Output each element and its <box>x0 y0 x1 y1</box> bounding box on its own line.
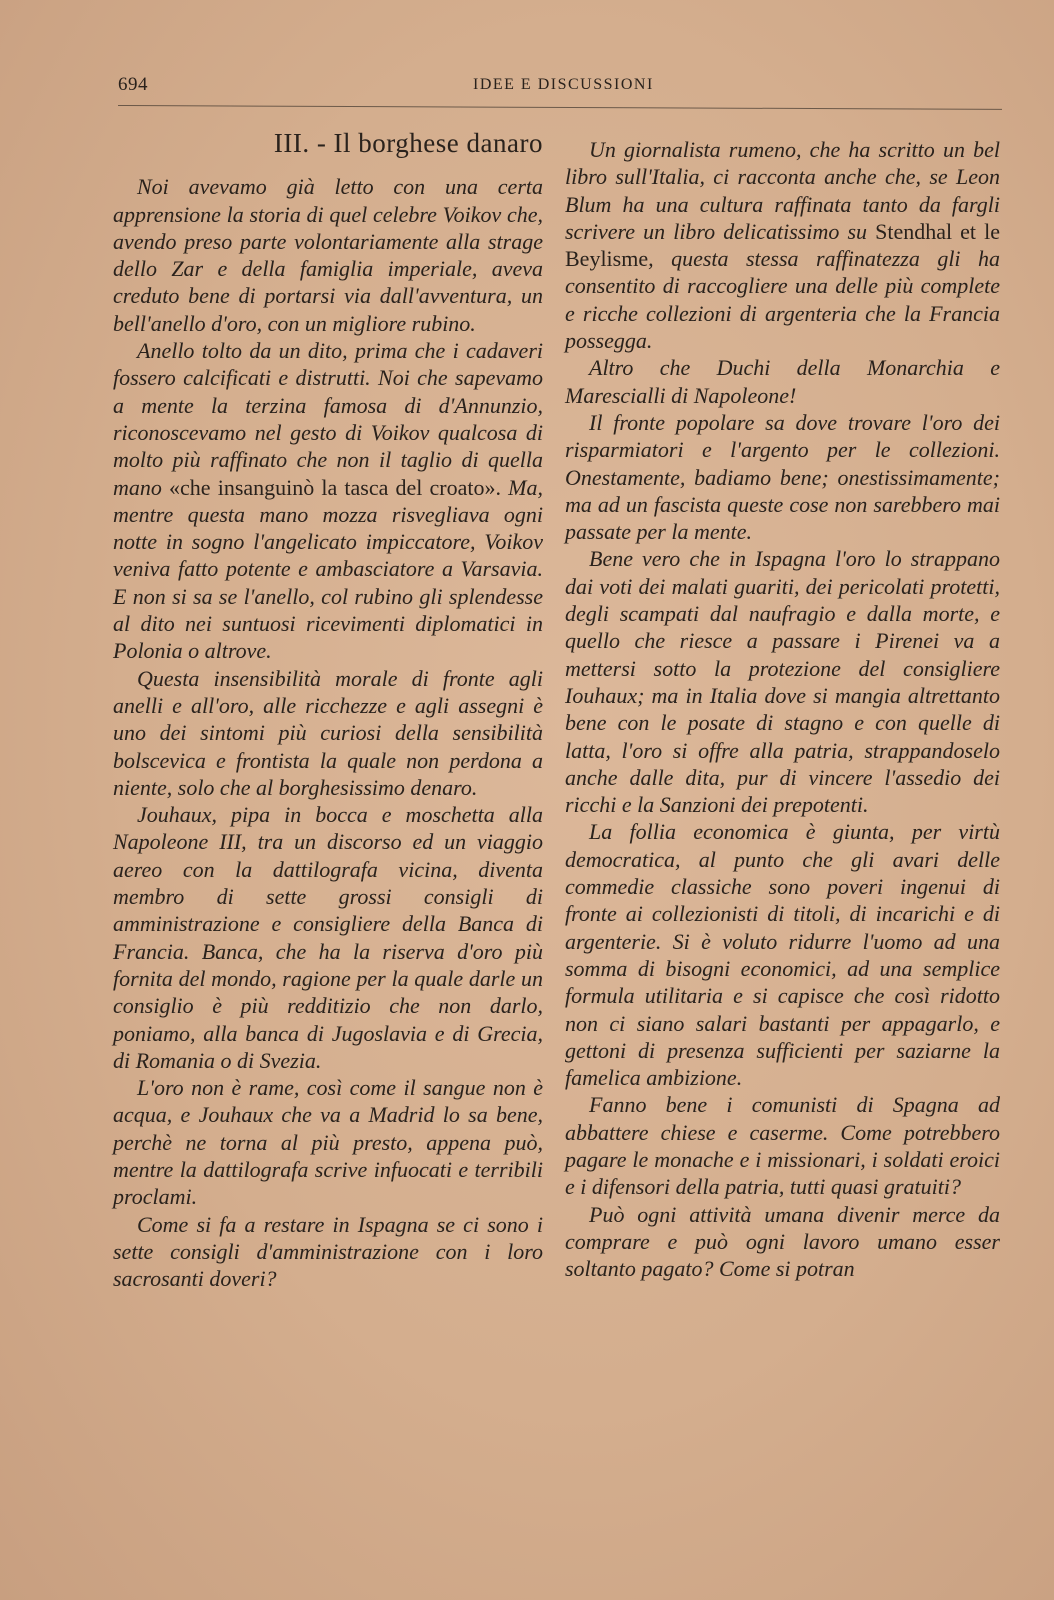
paragraph: La follia economica è giunta, per virtù democratica, al punto che gli avari delle commedie classiche sono poveri ingenui di fronte ai collezionisti di titoli, di incarichi e di argenterie. Si è voluto ridurre l'uomo ad una somma di bisogni economici, ad una semplice formula utilitaria e si capisce che così ridotto non ci siano salari bastanti per appagarlo, e gettoni di presenza sufficienti per saziarne la famelica ambizione. <box>565 819 1000 1091</box>
header-rule <box>118 105 1002 110</box>
running-title: IDEE E DISCUSSIONI <box>473 76 654 93</box>
paragraph: Questa insensibilità morale di fronte agli anelli e all'oro, alle ricchezze e agli assegni è uno dei sintomi più curiosi della sensibilità bolscevica e frontista la quale non perdona a niente, solo che al borghesissimo denaro. <box>113 665 543 800</box>
paragraph: Il fronte popolare sa dove trovare l'oro dei risparmiatori e l'argento per le collezioni. Onestamente, badiamo bene; onestissimamente; ma ad un fascista queste cose non sarebbero mai passate per la mente. <box>565 409 1000 545</box>
paragraph: Come si fa a restare in Ispagna se ci sono i sette consigli d'amministrazione con i loro sacrosanti doveri? <box>113 1211 543 1292</box>
page-number: 694 <box>118 74 148 95</box>
paragraph-text: Anello tolto da un dito, prima che i cadaveri fossero calcificati e distrutti. Noi che sapevamo a mente la terzina famosa di d'Annunzio, riconoscevamo nel gesto di Voikov qualcosa di molto più raffinato che non il taglio di quella mano <box>113 338 543 500</box>
left-column <box>113 130 543 1292</box>
paragraph: Altro che Duchi della Monarchia e Marescialli di Napoleone! <box>565 355 1000 408</box>
page-header <box>118 74 998 102</box>
paragraph: Bene vero che in Ispagna l'oro lo strappano dai voti dei malati guariti, dei pericolati protetti, degli scampati dal naufragio e dalla morte, e quello che riesce a passare i Pirenei va a mettersi sotto la protezione del consigliere Iouhaux; ma in Italia dove si mangia altrettanto bene con le posate di stagno e con quelle di latta, l'oro si offre alla patria, strappandoselo anche dalle dita, pur di vincere l'assedio dei ricchi e la Sanzioni dei prepotenti. <box>565 546 1000 818</box>
paragraph: Noi avevamo già letto con una certa apprensione la storia di quel celebre Voikov che, avendo preso parte volontariamente alla strage dello Zar e della famiglia imperiale, aveva creduto bene di portarsi via dall'avventura, un bell'anello d'oro, con un migliore rubino. <box>113 174 543 336</box>
paragraph: Può ogni attività umana divenir merce da comprare e può ogni lavoro umano esser soltanto pagato? Come si potran <box>565 1201 1000 1282</box>
paragraph: Fanno bene i comunisti di Spagna ad abbattere chiese e caserme. Come potrebbero pagare le monache e i missionari, i soldati eroici e i difensori della patria, tutti quasi gratuiti? <box>565 1092 1000 1200</box>
paragraph <box>113 337 543 665</box>
paragraph-text: Ma, mentre questa mano mozza risvegliava ogni notte in sogno l'angelicato impiccatore, Voikov veniva fatto potente e ambasciatore a Varsavia. E non si sa se l'anello, col rubino gli splendesse al dito nei suntuosi ricevimenti diplomatici in Polonia o altrove. <box>113 474 543 664</box>
section-title: III. - Il borghese danaro <box>273 128 543 158</box>
paragraph: Jouhaux, pipa in bocca e moschetta alla Napoleone III, tra un discorso ed un viaggio aereo con la dattilografa vicina, diventa membro di sette grossi consigli di amministrazione e consigliere della Banca di Francia. Banca, che ha la riserva d'oro più fornita del mondo, ragione per la quale darle un consiglio è più redditizio che non darlo, poniamo, alla banca di Jugoslavia e di Grecia, di Romania o di Svezia. <box>113 802 543 1073</box>
quotation: «che insanguinò la tasca del croato». <box>169 474 502 500</box>
paragraph-text: , questa stessa raffinatezza gli ha consentito di raccogliere una delle più complete e ricche collezioni di argenteria che la Francia possegga. <box>565 246 1000 354</box>
paragraph: L'oro non è rame, così come il sangue non è acqua, e Jouhaux che va a Madrid lo sa bene, perchè ne torna al più presto, appena può, mentre la dattilografa scrive infuocati e terribili proclami. <box>113 1075 543 1210</box>
paragraph <box>565 136 1000 354</box>
book-title: Stendhal et le Beylisme <box>565 218 1001 272</box>
paragraph-text: Un giornalista rumeno, che ha scritto un bel libro sull'Italia, ci racconta anche che, se Leon Blum ha una cultura raffinata tanto da fargli scrivere un libro delicatissimo su <box>565 137 1000 244</box>
right-column <box>565 136 1000 1282</box>
